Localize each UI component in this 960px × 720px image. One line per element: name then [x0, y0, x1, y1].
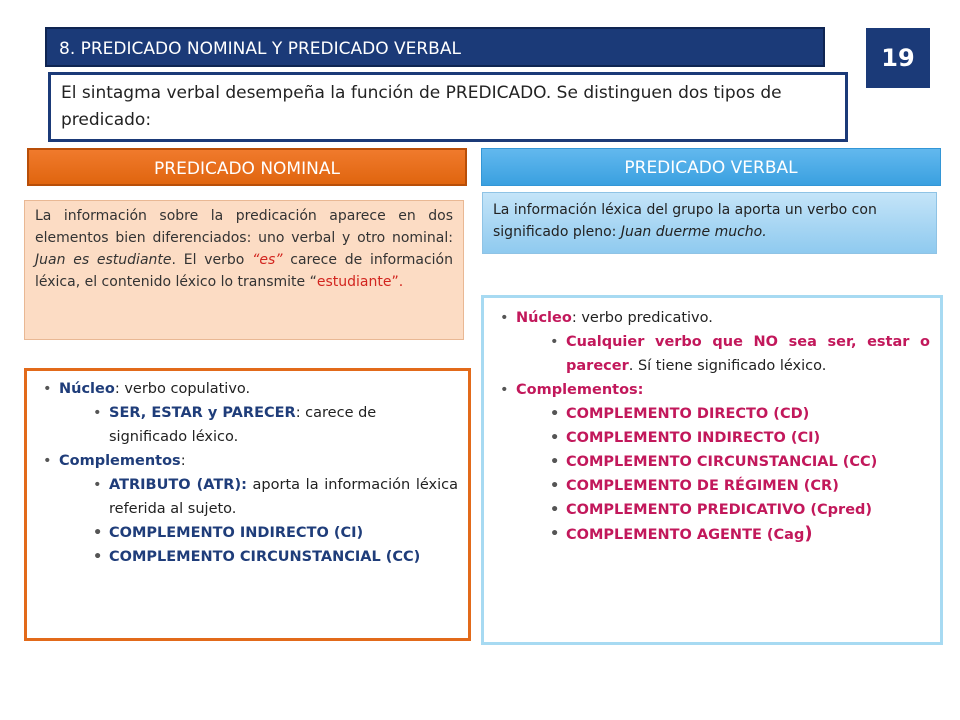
nominal-heading [27, 148, 467, 186]
intro-box [48, 72, 848, 142]
verbal-list [494, 306, 930, 547]
nominal-complement-item: COMPLEMENTO INDIRECTO (CI) [109, 525, 364, 541]
verbal-structure-panel [481, 295, 943, 645]
nominal-desc-part: La información sobre la predicación aparece en dos elementos bien diferenciados: uno verbal y otro nominal: [35, 208, 453, 246]
verbal-complementos-label: Complementos: [516, 382, 644, 398]
verbal-cualquier-label: Cualquier verbo que NO sea ser, estar o parecer [566, 334, 930, 374]
page-number-badge [866, 28, 930, 88]
nominal-copulas-label: SER, ESTAR y PARECER [109, 405, 296, 421]
verbal-nucleo-label: Núcleo [516, 310, 572, 326]
list-item [37, 521, 458, 545]
nominal-list [37, 377, 458, 569]
verbal-heading [481, 148, 941, 186]
verbal-last-paren: ) [804, 523, 813, 544]
section-title-bar [45, 27, 825, 67]
nominal-nucleo-label: Núcleo [59, 381, 115, 397]
page-number: 19 [881, 44, 915, 72]
list-item [494, 330, 930, 378]
section-title: 8. PREDICADO NOMINAL Y PREDICADO VERBAL [59, 39, 461, 59]
list-item [494, 522, 930, 547]
nominal-complementos-label: Complementos [59, 453, 181, 469]
nominal-desc-part: carece de información léxica, el contenido léxico lo transmite “ [35, 252, 453, 290]
nominal-complementos-colon: : [180, 453, 186, 469]
verbal-nucleo-text: : verbo predicativo. [571, 310, 713, 326]
verbal-cualquier-text: . Sí tiene significado léxico. [628, 358, 827, 374]
list-item [494, 306, 930, 330]
verbal-complement-item: COMPLEMENTO DE RÉGIMEN (CR) [566, 478, 839, 494]
list-item [494, 474, 930, 498]
verbal-complement-item: COMPLEMENTO AGENTE (Cag [566, 527, 805, 543]
nominal-desc-end: ”. [391, 274, 404, 290]
list-item [494, 378, 930, 402]
intro-text: El sintagma verbal desempeña la función de PREDICADO. Se distinguen dos tipos de predicado: [61, 83, 782, 130]
nominal-atributo-label: ATRIBUTO (ATR): [109, 477, 247, 493]
nominal-desc-part: . El verbo [171, 252, 253, 268]
list-item [494, 402, 930, 426]
list-item [37, 473, 458, 521]
verbal-complement-item: COMPLEMENTO CIRCUNSTANCIAL (CC) [566, 454, 878, 470]
nominal-verb-es: “es” [252, 252, 283, 268]
verbal-desc-part: La información léxica del grupo la aporta un verbo con significado pleno: [493, 202, 877, 240]
nominal-heading-label: PREDICADO NOMINAL [154, 159, 340, 179]
verbal-description [482, 192, 937, 254]
list-item [494, 498, 930, 522]
nominal-structure-panel [24, 368, 471, 641]
nominal-nucleo-text: : verbo copulativo. [114, 381, 251, 397]
list-item [494, 450, 930, 474]
verbal-example: Juan duerme mucho. [620, 224, 767, 240]
list-item [37, 449, 458, 473]
verbal-heading-label: PREDICADO VERBAL [624, 158, 798, 178]
nominal-complement-item: COMPLEMENTO CIRCUNSTANCIAL (CC) [109, 549, 421, 565]
verbal-complement-item: COMPLEMENTO INDIRECTO (CI) [566, 430, 821, 446]
nominal-copulas-text: : carece de significado léxico. [109, 405, 377, 445]
nominal-description [24, 200, 464, 340]
list-item [37, 401, 458, 449]
verbal-complement-item: COMPLEMENTO PREDICATIVO (Cpred) [566, 502, 873, 518]
verbal-complement-item: COMPLEMENTO DIRECTO (CD) [566, 406, 810, 422]
list-item [494, 426, 930, 450]
nominal-example: Juan es estudiante [35, 252, 172, 268]
nominal-atributo-text: aporta la información léxica referida al sujeto. [109, 477, 459, 517]
list-item [37, 545, 458, 569]
list-item [37, 377, 458, 401]
nominal-word-estudiante: estudiante [316, 274, 392, 290]
